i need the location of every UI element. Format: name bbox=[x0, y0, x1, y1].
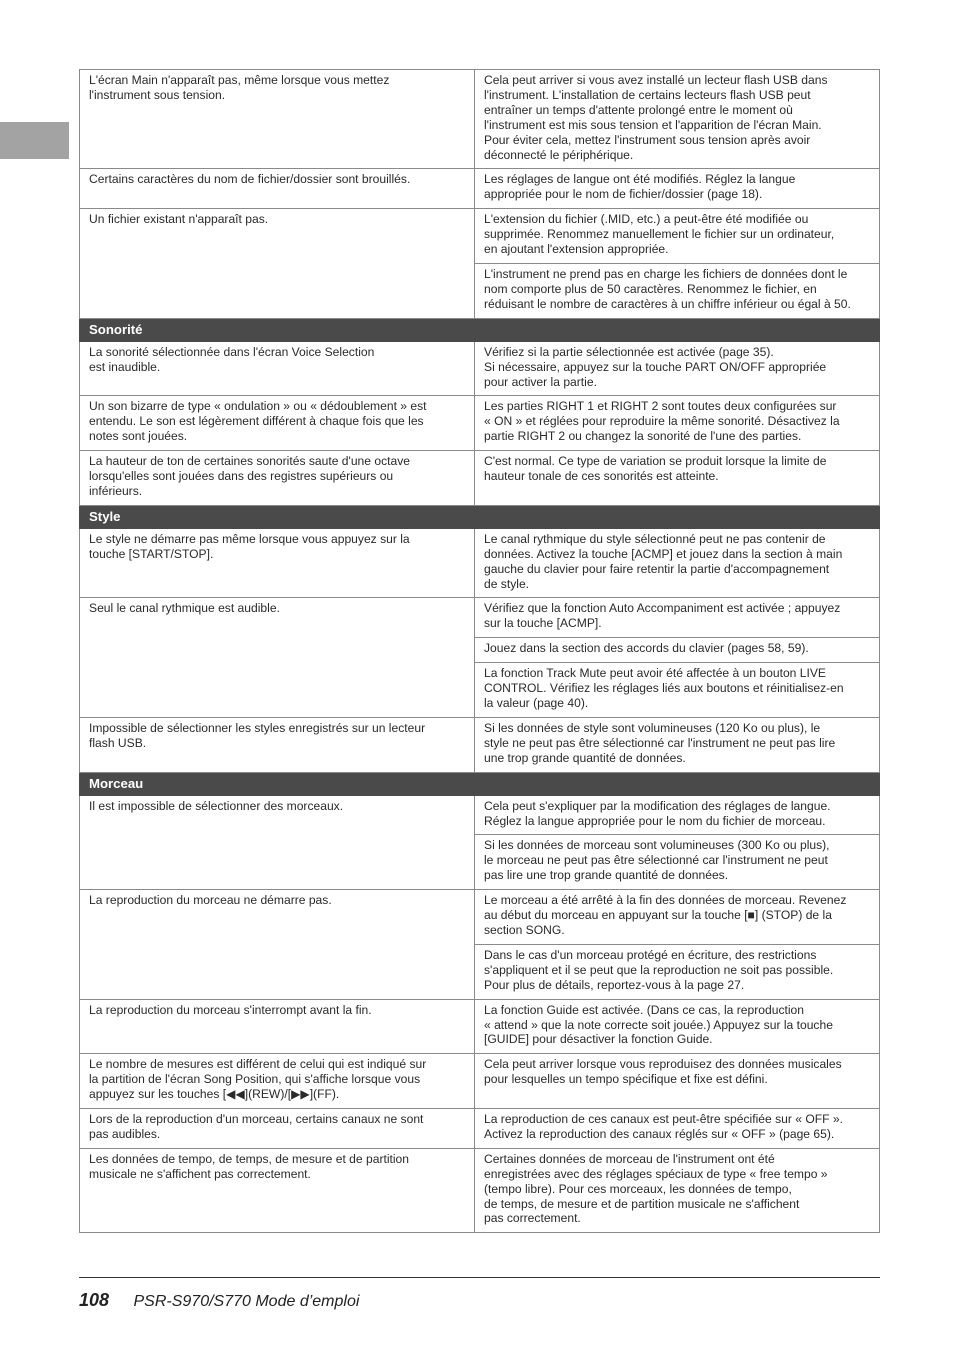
solution-cell bbox=[475, 944, 880, 999]
solution-text: Si les données de morceau sont volumineuses (300 Ko ou plus), le morceau ne peut pas être sélectionné car l'instrument ne peut pas lire une trop grande quantité de données. bbox=[484, 838, 830, 883]
solution-cell bbox=[475, 663, 880, 718]
solution-cell bbox=[475, 341, 880, 396]
solution-cell bbox=[475, 638, 880, 663]
table-row bbox=[80, 1054, 880, 1109]
solution-cell bbox=[475, 528, 880, 598]
troubleshooting-table bbox=[79, 69, 880, 1233]
solution-cell bbox=[475, 795, 880, 835]
table-row bbox=[80, 717, 880, 772]
solution-text: Cela peut s'expliquer par la modification des réglages de langue. Réglez la langue appropriée pour le nom du fichier de morceau. bbox=[484, 798, 831, 828]
solution-cell bbox=[475, 717, 880, 772]
problem-text: Un son bizarre de type « ondulation » ou « dédoublement » est entendu. Le son est légèrement différent à chaque fois que les notes sont jouées. bbox=[89, 399, 427, 444]
solution-text: La fonction Guide est activée. (Dans ce cas, la reproduction « attend » que la note correcte soit jouée.) Appuyez sur la touche [GUIDE] pour désactiver la fonction Guide. bbox=[484, 1002, 833, 1047]
table-row bbox=[80, 890, 880, 945]
section-header-row bbox=[80, 318, 880, 341]
solution-text: L'extension du fichier (.MID, etc.) a peut-être été modifiée ou supprimée. Renommez manuellement le fichier sur un ordinateur, en ajoutant l'extension appropriée. bbox=[484, 212, 835, 257]
table-row bbox=[80, 795, 880, 835]
problem-text: La reproduction du morceau ne démarre pas. bbox=[89, 893, 332, 908]
solution-cell bbox=[475, 890, 880, 945]
solution-cell bbox=[475, 598, 880, 638]
solution-cell bbox=[475, 263, 880, 318]
solution-text: Certaines données de morceau de l'instrument ont été enregistrées avec des réglages spéciaux de type « free tempo » (tempo libre). Pour ces morceaux, les données de tempo, de temps, de mesure et de partition musicale ne s'affichent pas correctement. bbox=[484, 1151, 828, 1226]
table-row bbox=[80, 598, 880, 638]
problem-cell bbox=[80, 528, 475, 598]
problem-cell bbox=[80, 70, 475, 169]
problem-text: Il est impossible de sélectionner des morceaux. bbox=[89, 798, 344, 813]
table-row bbox=[80, 1148, 880, 1233]
problem-cell bbox=[80, 396, 475, 451]
table-row bbox=[80, 341, 880, 396]
troubleshooting-table-body bbox=[80, 70, 880, 1233]
solution-text: Cela peut arriver lorsque vous reproduisez des données musicales pour lesquelles un tempo spécifique et fixe est défini. bbox=[484, 1057, 842, 1087]
problem-text: La sonorité sélectionnée dans l'écran Voice Selection est inaudible. bbox=[89, 344, 375, 374]
solution-text: Vérifiez si la partie sélectionnée est activée (page 35). Si nécessaire, appuyez sur la touche PART ON/OFF appropriée pour activer la partie. bbox=[484, 344, 827, 389]
solution-cell bbox=[475, 169, 880, 209]
solution-cell bbox=[475, 396, 880, 451]
solution-text: Jouez dans la section des accords du clavier (pages 58, 59). bbox=[484, 641, 809, 656]
chapter-side-tab bbox=[0, 122, 69, 159]
table-row bbox=[80, 209, 880, 264]
problem-cell bbox=[80, 717, 475, 772]
solution-cell bbox=[475, 1109, 880, 1149]
problem-cell bbox=[80, 1148, 475, 1233]
section-header-spacer bbox=[475, 772, 880, 795]
problem-text: L'écran Main n'apparaît pas, même lorsque vous mettez l'instrument sous tension. bbox=[89, 73, 390, 102]
table-row bbox=[80, 169, 880, 209]
solution-cell bbox=[475, 1054, 880, 1109]
solution-text: L'instrument ne prend pas en charge les fichiers de données dont le nom comporte plus de 50 caractères. Renommez le fichier, en réduisant le nombre de caractères à un chiffre inférieur ou égal à 50. bbox=[484, 266, 851, 311]
problem-text: Un fichier existant n'apparaît pas. bbox=[89, 212, 269, 227]
solution-text: Le morceau a été arrêté à la fin des données de morceau. Revenez au début du morceau en appuyant sur la touche [■] (STOP) de la section SONG. bbox=[484, 893, 847, 937]
footer-rule bbox=[79, 1277, 880, 1278]
solution-cell bbox=[475, 70, 880, 169]
table-row bbox=[80, 396, 880, 451]
problem-text: La reproduction du morceau s'interrompt avant la fin. bbox=[89, 1002, 372, 1017]
problem-text: Certains caractères du nom de fichier/dossier sont brouillés. bbox=[89, 172, 411, 187]
solution-cell bbox=[475, 835, 880, 890]
problem-text: Impossible de sélectionner les styles enregistrés sur un lecteur flash USB. bbox=[89, 720, 426, 750]
page-number: 108 bbox=[79, 1290, 110, 1310]
solution-cell bbox=[475, 209, 880, 264]
problem-cell bbox=[80, 999, 475, 1054]
solution-text: Vérifiez que la fonction Auto Accompaniment est activée ; appuyez sur la touche [ACMP]. bbox=[484, 601, 841, 631]
section-header-spacer bbox=[475, 505, 880, 528]
table-row bbox=[80, 451, 880, 506]
problem-text: Les données de tempo, de temps, de mesure et de partition musicale ne s'affichent pas correctement. bbox=[89, 1151, 410, 1181]
problem-text: Le nombre de mesures est différent de celui qui est indiqué sur la partition de l'écran Song Position, qui s'affiche lorsque vous appuyez sur les touches [◀◀](REW)/[▶▶](FF). bbox=[89, 1057, 427, 1102]
problem-cell bbox=[80, 341, 475, 396]
problem-cell bbox=[80, 890, 475, 999]
section-header-row bbox=[80, 772, 880, 795]
solution-text: Si les données de style sont volumineuses (120 Ko ou plus), le style ne peut pas être sélectionné car l'instrument ne peut pas lire une trop grande quantité de données. bbox=[484, 720, 836, 765]
manual-title: PSR-S970/S770 Mode d’emploi bbox=[133, 1293, 360, 1310]
problem-text: La hauteur de ton de certaines sonorités saute d'une octave lorsqu'elles sont jouées dans des registres supérieurs ou inférieurs. bbox=[89, 454, 410, 498]
page-footer bbox=[79, 1290, 359, 1311]
solution-text: Les parties RIGHT 1 et RIGHT 2 sont toutes deux configurées sur « ON » et réglées pour reproduire la même sonorité. Désactivez la partie RIGHT 2 ou changez la sonorité de l'une des parties. bbox=[484, 399, 840, 444]
section-header-spacer bbox=[475, 318, 880, 341]
solution-text: La reproduction de ces canaux est peut-être spécifiée sur « OFF ». Activez la reproduction des canaux réglés sur « OFF » (page 65). bbox=[484, 1112, 843, 1141]
solution-text: Dans le cas d'un morceau protégé en écriture, des restrictions s'appliquent et il se peut que la reproduction ne soit pas possible. Pour plus de détails, reportez-vous à la page 27. bbox=[484, 947, 834, 992]
table-row bbox=[80, 999, 880, 1054]
solution-text: Les réglages de langue ont été modifiés. Réglez la langue appropriée pour le nom de fichier/dossier (page 18). bbox=[484, 172, 796, 202]
solution-text: Le canal rythmique du style sélectionné peut ne pas contenir de données. Activez la touche [ACMP] et jouez dans la section à main gauche du clavier pour faire retentir la partie d'accompagnement de style. bbox=[484, 531, 843, 591]
problem-cell bbox=[80, 1054, 475, 1109]
problem-cell bbox=[80, 1109, 475, 1149]
solution-text: La fonction Track Mute peut avoir été affectée à un bouton LIVE CONTROL. Vérifiez les réglages liés aux boutons et réinitialisez-en la valeur (page 40). bbox=[484, 666, 844, 710]
table-row bbox=[80, 528, 880, 598]
solution-cell bbox=[475, 999, 880, 1054]
problem-cell bbox=[80, 795, 475, 890]
problem-text: Lors de la reproduction d'un morceau, certains canaux ne sont pas audibles. bbox=[89, 1112, 424, 1141]
problem-cell bbox=[80, 451, 475, 506]
section-title: Sonorité bbox=[80, 318, 475, 341]
section-title: Morceau bbox=[80, 772, 475, 795]
table-row bbox=[80, 70, 880, 169]
solution-text: C'est normal. Ce type de variation se produit lorsque la limite de hauteur tonale de ces sonorités est atteinte. bbox=[484, 454, 827, 484]
solution-cell bbox=[475, 451, 880, 506]
problem-text: Le style ne démarre pas même lorsque vous appuyez sur la touche [START/STOP]. bbox=[89, 531, 410, 561]
section-title: Style bbox=[80, 505, 475, 528]
section-header-row bbox=[80, 505, 880, 528]
problem-text: Seul le canal rythmique est audible. bbox=[89, 601, 280, 616]
problem-cell bbox=[80, 209, 475, 318]
table-row bbox=[80, 1109, 880, 1149]
solution-text: Cela peut arriver si vous avez installé un lecteur flash USB dans l'instrument. L'installation de certains lecteurs flash USB peut entraîner un temps d'attente prolongé entre le moment où l'instrument est mis sous tension et l'apparition de l'écran Main. Pour éviter cela, mettez l'instrument sous tension après avoir déconnecté le périphérique. bbox=[484, 73, 828, 162]
problem-cell bbox=[80, 598, 475, 717]
problem-cell bbox=[80, 169, 475, 209]
solution-cell bbox=[475, 1148, 880, 1233]
